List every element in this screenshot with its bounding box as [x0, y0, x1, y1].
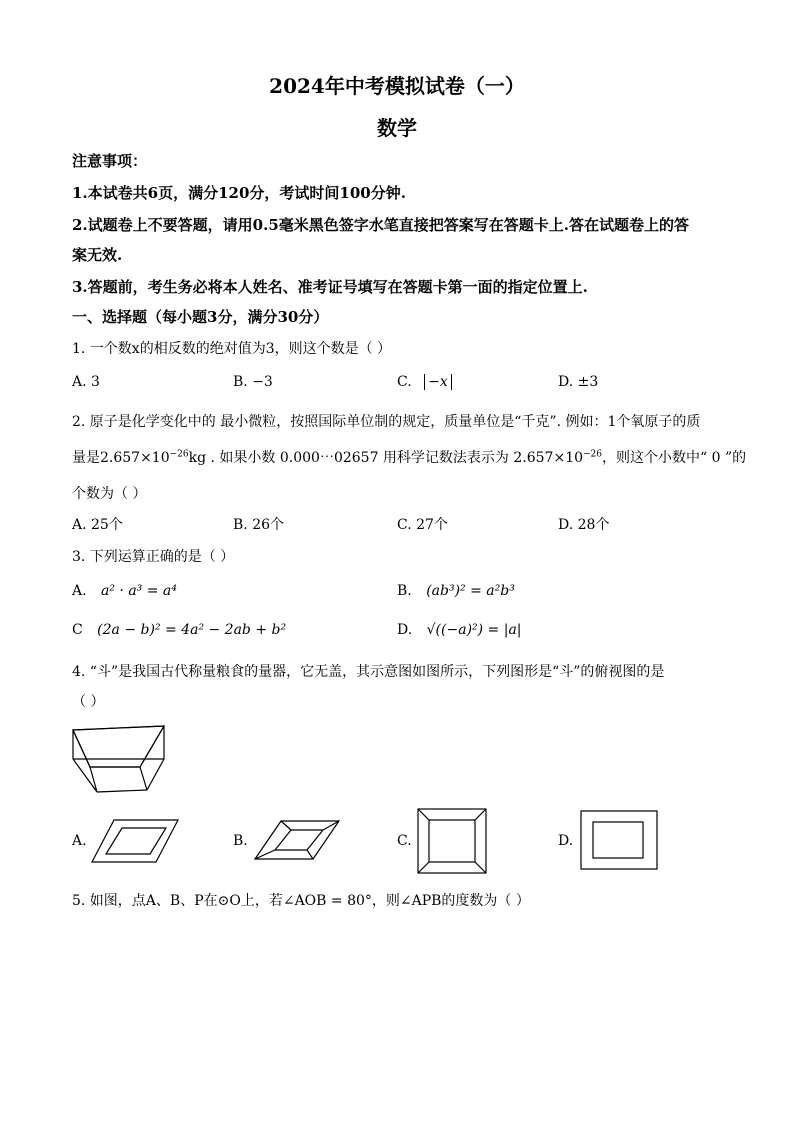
q2-line-3: 个数为（ ）	[72, 486, 147, 502]
q2-option-b: B. 26个	[233, 517, 285, 533]
q2-line-1: 2. 原子是化学变化中的 最小微粒，按照国际单位制的规定，质量单位是“千克”. 例如：1个氧原子的质	[72, 414, 701, 430]
q4-option-a-label: A.	[72, 833, 87, 849]
q3-option-d-label: D.	[397, 622, 413, 638]
q3-option-c-label: C	[72, 622, 83, 638]
section-1-heading: 一、选择题（每小题3分，满分30分）	[72, 308, 329, 326]
q1-option-d: D. ±3	[558, 374, 599, 390]
q4-line-2: （ ）	[72, 694, 105, 710]
q2-line-2	[72, 447, 746, 467]
q3-option-a-label: A.	[72, 583, 87, 599]
q4-option-d-label: D.	[558, 833, 574, 849]
q1-option-c	[397, 374, 452, 390]
q4-option-c-figure	[417, 808, 487, 874]
notes-heading: 注意事项：	[72, 152, 148, 170]
q1-option-c-math: −x	[424, 374, 452, 390]
q4-option-b-figure	[255, 820, 339, 860]
note-item-3: 3.答题前，考生务必将本人姓名、准考证号填写在答题卡第一面的指定位置上.	[72, 278, 588, 296]
q1-option-a: A. 3	[72, 374, 100, 390]
note-item-2-line-2: 案无效.	[72, 246, 123, 264]
dou-figure	[70, 722, 170, 794]
q1-stem: 1. 一个数x的相反数的绝对值为3，则这个数是（ ）	[72, 341, 392, 357]
q3-option-b-label: B.	[397, 583, 412, 599]
q5-stem: 5. 如图，点A、B、P在⊙O上，若∠AOB = 80°，则∠APB的度数为（ ）	[72, 893, 530, 909]
q4-option-d-figure	[580, 810, 658, 870]
q2-line-2-part-a: 量是2.657×10	[72, 450, 170, 466]
q4-option-b-label: B.	[233, 833, 248, 849]
subject-title: 数学	[377, 116, 417, 140]
q1-option-b: B. −3	[233, 374, 273, 390]
q3-option-a-math: a² · a³ = a⁴	[101, 583, 177, 599]
q2-line-2-part-c: ，则这个小数中“ 0 ”的	[602, 450, 747, 466]
q3-option-b	[397, 583, 515, 599]
q2-exponent-1: −26	[169, 449, 189, 460]
q2-option-d: D. 28个	[558, 517, 610, 533]
q3-option-c	[72, 622, 286, 638]
q3-option-a	[72, 583, 177, 599]
q3-option-b-math: (ab³)² = a²b³	[426, 583, 515, 599]
q4-line-1: 4. “斗”是我国古代称量粮食的量器，它无盖，其示意图如图所示，下列图形是“斗”的俯视图的是	[72, 664, 665, 680]
q2-exponent-2: −26	[583, 449, 603, 460]
q3-option-d-math: √((−a)²) = |a|	[426, 622, 522, 638]
note-item-2-line-1: 2.试题卷上不要答题，请用0.5毫米黑色签字水笔直接把答案写在答题卡上.答在试题卷上的答	[72, 216, 689, 234]
q3-option-d	[397, 622, 522, 638]
q2-line-2-part-b: kg . 如果小数 0.000⋯02657 用科学记数法表示为 2.657×10	[188, 450, 584, 466]
q4-option-c-label: C.	[397, 833, 412, 849]
q2-option-a: A. 25个	[72, 517, 123, 533]
q1-option-c-label: C.	[397, 374, 412, 390]
note-item-1: 1.本试卷共6页，满分120分，考试时间100分钟.	[72, 184, 406, 202]
q4-option-a-figure	[92, 818, 180, 864]
exam-title: 2024年中考模拟试卷（一）	[269, 74, 525, 98]
q3-option-c-math: (2a − b)² = 4a² − 2ab + b²	[97, 622, 287, 638]
q2-option-c: C. 27个	[397, 517, 448, 533]
q3-stem: 3. 下列运算正确的是（ ）	[72, 549, 235, 565]
